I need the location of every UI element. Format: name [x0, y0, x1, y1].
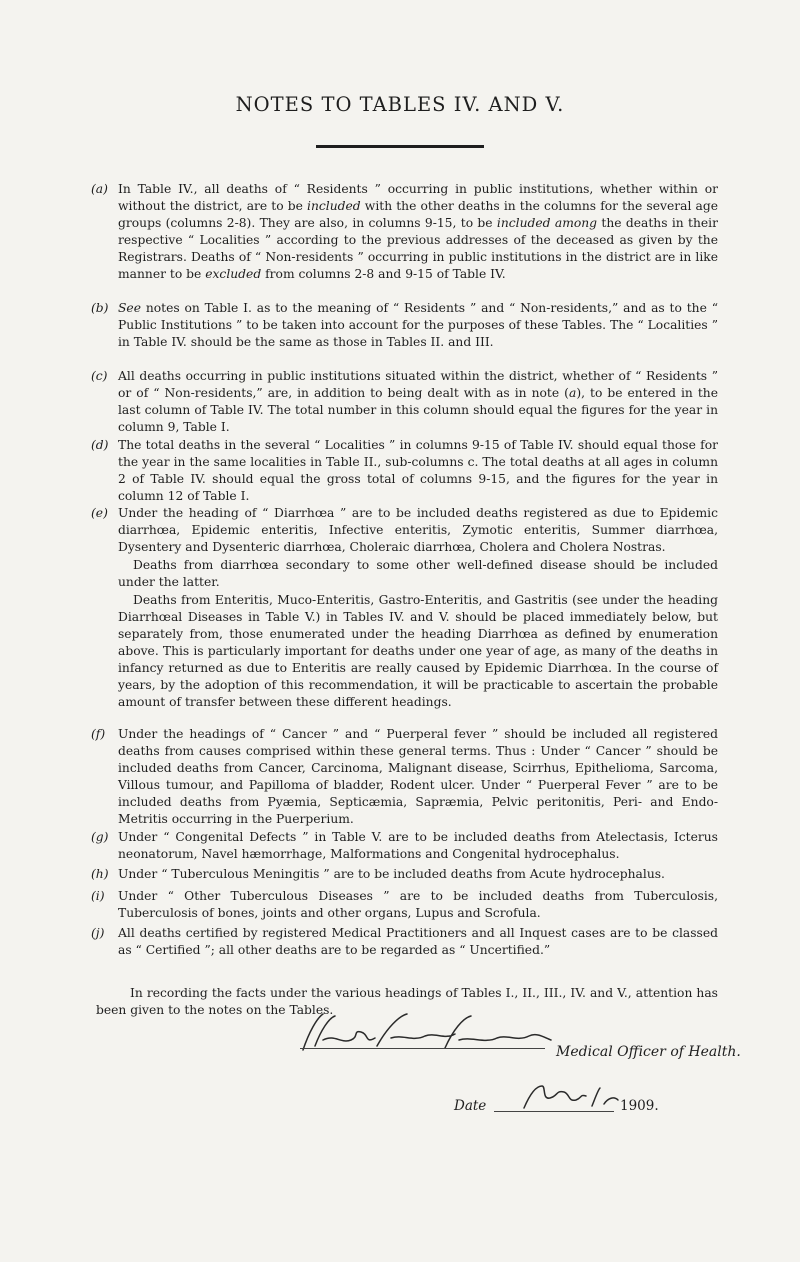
note-j — [91, 925, 718, 959]
note-text-segment: Under “ Tuberculous Meningitis ” are to be included deaths from Acute hydrocephalus. — [118, 867, 665, 881]
note-text-segment: Under the headings of “ Cancer ” and “ Puerperal fever ” should be included all registered deaths from causes comprised within these general terms. Thus : Under “ Cancer ” should be included deaths from Cancer, Carcinoma, Malignant disease, Scirrhus, Epithelioma, Sarcoma, Villous tumour, and Papilloma of bladder, Rodent ulcer. Under “ Puerperal Fever ” are to be included deaths from Pyæmia, Septicæmia, Sapræmia, Pelvic peritonitis, Peri- and Endo-Metritis occurring in the Puerperium. — [118, 727, 718, 826]
note-f — [91, 726, 718, 828]
note-text — [118, 889, 718, 920]
note-label: (d) — [91, 438, 109, 452]
note-text-segment: In Table IV., all deaths of “ Residents ” occurring in public institutions, whether within or without the district, are to be — [118, 182, 718, 213]
note-text-segment: All deaths certified by registered Medical Practitioners and all Inquest cases are to be classed as “ Certified ”; all other deaths are to be regarded as “ Uncertified.” — [118, 926, 718, 957]
note-label: (e) — [91, 506, 108, 520]
note-text-segment: Deaths from Enteritis, Muco-Enteritis, Gastro-Enteritis, and Gastritis (see under the heading Diarrhœal Diseases in Table V.) in Tables IV. and V. should be placed immediately below, but separately from, those enumerated under the heading Diarrhœa as defined by enumeration above. This is particularly important for deaths under one year of age, as many of the deaths in infancy returned as due to Enteritis are really caused by Epidemic Diarrhœa. In the course of years, by the adoption of this recommendation, it will be practicable to ascertain the probable amount of transfer between these different headings. — [118, 593, 718, 709]
note-text — [118, 369, 718, 434]
note-text — [118, 182, 718, 281]
note-text-segment: Under the heading of “ Diarrhœa ” are to be included deaths registered as due to Epidemic diarrhœa, Epidemic enteritis, Infective enteritis, Zymotic enteritis, Summer diarrhœa, Dysentery and Dysenteric diarrhœa, Choleraic diarrhœa, Cholera and Cholera Nostras. — [118, 506, 718, 554]
note-text-segment: See — [118, 301, 141, 315]
note-text — [118, 593, 718, 709]
note-text-segment: notes on Table I. as to the meaning of “ Residents ” and “ Non-residents,” and as to the “ Public Institutions ” to be taken into account for the purposes of these Tables. The “ Localities ” in Table IV. should be the same as those in Tables II. and III. — [118, 301, 718, 349]
note-g — [91, 829, 718, 863]
signature-title: Medical Officer of Health. — [556, 1044, 741, 1060]
handwritten-signature — [295, 1010, 555, 1058]
note-c — [91, 368, 718, 436]
title-rule — [316, 145, 484, 148]
note-text-segment: Deaths from diarrhœa secondary to some other well-defined disease should be included under the latter. — [118, 558, 718, 589]
note-text — [118, 438, 718, 503]
note-e-paragraph-3 — [118, 592, 718, 711]
date-line — [494, 1111, 614, 1112]
note-d — [91, 437, 718, 505]
signature-line — [300, 1048, 545, 1049]
note-text — [118, 301, 718, 349]
note-label: (c) — [91, 369, 108, 383]
handwritten-date — [520, 1080, 620, 1114]
note-text — [118, 926, 718, 957]
note-b — [91, 300, 718, 351]
note-text-segment: included among — [496, 216, 598, 230]
note-e-paragraph-2 — [118, 557, 718, 591]
note-label: (f) — [91, 727, 106, 741]
note-text-segment: excluded — [205, 267, 262, 281]
note-text — [118, 727, 718, 826]
note-label: (h) — [91, 867, 109, 881]
note-text — [118, 830, 718, 861]
note-a — [91, 181, 718, 283]
note-text-segment: The total deaths in the several “ Localities ” in columns 9-15 of Table IV. should equal those for the year in the same localities in Table II., sub-columns c. The total deaths at all ages in column 2 of Table IV. should equal the gross total of columns 9-15, and the figures for the year in column 12 of Table I. — [118, 438, 718, 503]
note-i — [91, 888, 718, 922]
note-label: (a) — [91, 182, 108, 196]
note-text-segment: from columns 2-8 and 9-15 of Table IV. — [261, 267, 506, 281]
note-text-segment: included — [307, 199, 361, 213]
page-title: NOTES TO TABLES IV. AND V. — [235, 93, 565, 116]
note-text — [118, 867, 665, 881]
note-label: (i) — [91, 889, 105, 903]
note-text — [118, 558, 718, 589]
note-text-segment: Under “ Congenital Defects ” in Table V. are to be included deaths from Atelectasis, Icterus neonatorum, Navel hæmorrhage, Malformations and Congenital hydrocephalus. — [118, 830, 718, 861]
closing-statement: In recording the facts under the various headings of Tables I., II., III., IV. and V., attention has been given to the notes on the Tables. — [96, 986, 718, 1017]
note-label: (b) — [91, 301, 109, 315]
note-text-segment: a — [568, 386, 577, 400]
date-year: 1909. — [620, 1098, 659, 1114]
note-text-segment: Under “ Other Tuberculous Diseases ” are to be included deaths from Tuberculosis, Tuberculosis of bones, joints and other organs, Lupus and Scrofula. — [118, 889, 718, 920]
date-label: Date — [454, 1098, 487, 1114]
note-label: (j) — [91, 926, 105, 940]
note-h — [91, 866, 718, 883]
note-e — [91, 505, 718, 556]
note-text — [118, 506, 718, 554]
note-label: (g) — [91, 830, 109, 844]
note-text-segment: the deaths in their respective “ Localities ” according to the previous addresses of the deceased as given by the Registrars. Deaths of “ Non-residents ” occurring in public institutions in the district are in like manner to be — [118, 216, 718, 281]
note-text-segment: ), to be entered in the last column of Table IV. The total number in this column should equal the figures for the year in column 9, Table I. — [118, 386, 718, 434]
note-text-segment: All deaths occurring in public institutions situated within the district, whether of “ Residents ” or of “ Non-residents,” are, in addition to being dealt with as in note ( — [118, 369, 718, 400]
note-text-segment: with the other deaths in the columns for the several age groups (columns 2-8). They are also, in columns 9-15, to be — [118, 199, 718, 230]
